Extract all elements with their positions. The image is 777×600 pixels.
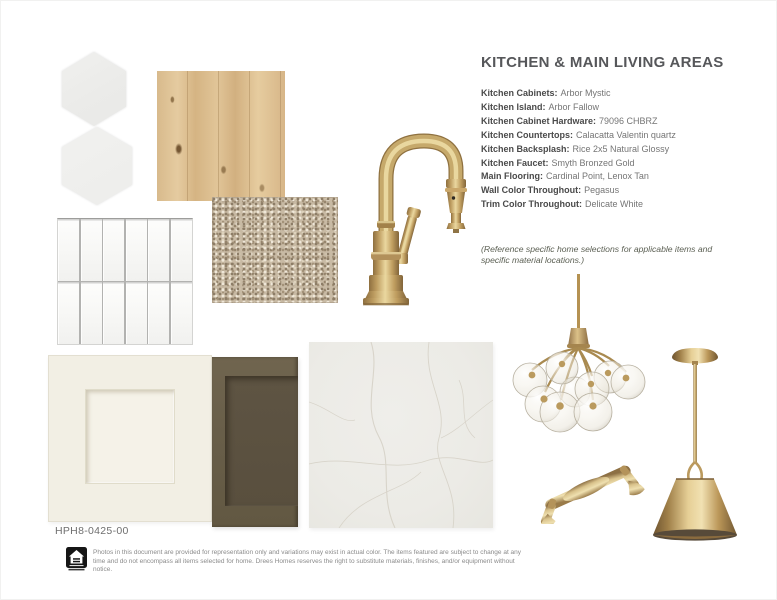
quartz-slab-swatch xyxy=(309,342,493,528)
spec-row: Main Flooring: Cardinal Point, Lenox Tan xyxy=(481,171,649,182)
wood-floor-swatch xyxy=(157,71,285,201)
spec-row: Kitchen Cabinet Hardware: 79096 CHBRZ xyxy=(481,115,658,126)
door-center-panel xyxy=(225,376,298,506)
brown-cabinet-door-swatch xyxy=(212,357,298,527)
cabinet-pull-image xyxy=(524,452,652,524)
spec-row: Kitchen Cabinets: Arbor Mystic xyxy=(481,88,611,98)
hex-tile-swatch-1 xyxy=(62,52,126,126)
hex-tile-shape xyxy=(62,127,132,205)
hex-tile-swatch-2 xyxy=(62,127,132,205)
backsplash-tile-swatch xyxy=(57,218,193,345)
spec-row: Kitchen Faucet: Smyth Bronzed Gold xyxy=(481,157,635,168)
selection-text-block xyxy=(481,54,724,212)
sheet-number: HPH8-0425-00 xyxy=(55,525,129,537)
reference-note: (Reference specific home selections for applicable items and specific material locations.) xyxy=(481,244,713,265)
spec-row: Kitchen Backsplash: Rice 2x5 Natural Glossy xyxy=(481,143,670,154)
door-center-panel xyxy=(85,389,175,484)
cream-cabinet-door-swatch xyxy=(48,355,212,522)
spec-row: Trim Color Throughout: Delicate White xyxy=(481,199,644,210)
disclaimer-text: Photos in this document are provided for representation only and variations may exist in actual color. The items featured are subject to change at any time and do not encompass all items selected for home. Drees Homes reserves the right to substitute materials, finishes, and/or equipment without notice. xyxy=(93,549,522,574)
spec-row: Kitchen Countertops: Calacatta Valentin quartz xyxy=(481,129,676,140)
page-title: KITCHEN & MAIN LIVING AREAS xyxy=(481,54,724,71)
spec-row: Wall Color Throughout: Pegasus xyxy=(481,185,620,196)
hex-tile-shape xyxy=(62,52,126,126)
carpet-swatch xyxy=(212,197,338,303)
equal-housing-logo-icon xyxy=(66,547,87,571)
chandelier-image xyxy=(505,272,655,447)
spec-row: Kitchen Island: Arbor Fallow xyxy=(481,101,600,112)
pendant-light-image xyxy=(648,344,743,542)
kitchen-faucet-image xyxy=(352,127,470,307)
spec-list xyxy=(481,87,724,212)
